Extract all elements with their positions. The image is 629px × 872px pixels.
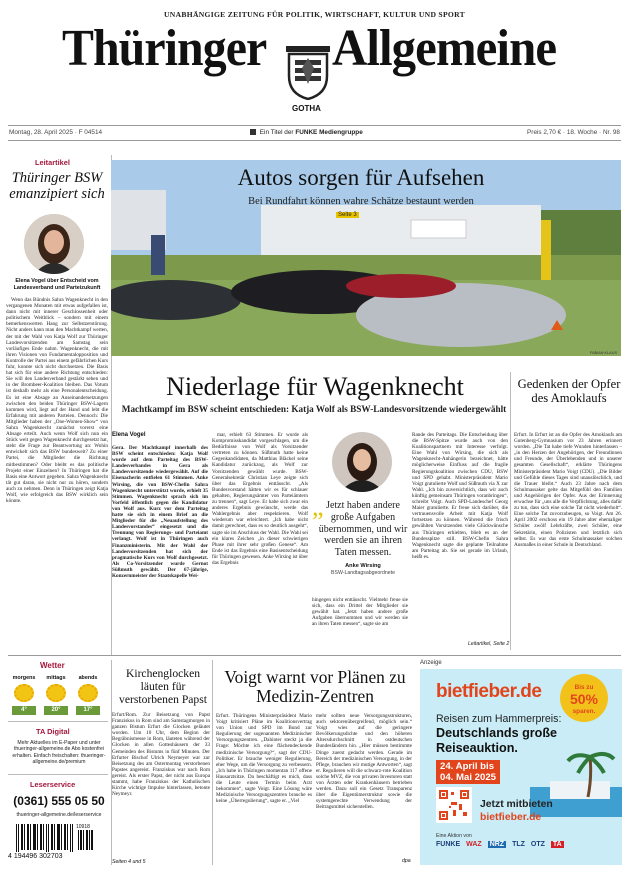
medizin-agency: dpa <box>402 858 411 864</box>
ad-cta2[interactable]: bietfieber.de <box>480 812 542 823</box>
sun-icon <box>14 684 34 702</box>
main-col4-text: Rande des Parteitags. Die Entscheidung über die BSW-Spitze wurde auch von den Koalitionspartnern mit Interesse verfolgt. Eine Wahl von Wirsing, die sich als Wagenknecht-Anhängerin bezeichnet, hätte möglicherweise Einfluss auf die fragile Regierungskoalition zwischen CDU, BSW und SPD gehabt. Ministerpräsident Mario Voigt gratulierte Wolf und Süßmuth via X zur Wahl. „Ich bin zuversichtlich, dass wir auch künftig gemeinsam Thüringen voranbringen“, schreibt Voigt. Auch SPD-Landeschef Georg Maier gratulierte. Er freue sich darüber, die vertrauensvolle Arbeit mit Katja Wolf fortsetzen zu können. Während die frisch gewählten Vorsitzenden viele Glückwünsche aus Thüringen erhielten, blieb es an der Bundesspitze still. BSW-Chefin Sahra Wagenknecht sagte die geplante Teilnahme am Parteitag ab. Sie sei gerade im Urlaub, heißt es. <box>412 432 508 560</box>
main-author: Elena Vogel <box>112 432 146 438</box>
ad-brand: bietfieber.de <box>436 681 542 702</box>
medizin-headline: Voigt warnt vor Plänen zu Medizin-Zentren <box>224 667 406 706</box>
masthead-title-right: Allgemeine <box>332 20 557 77</box>
weather-title: Wetter <box>40 661 65 670</box>
partner-logo-waz: WAZ <box>466 841 482 848</box>
publisher-prefix: Ein Titel der <box>259 129 294 136</box>
ad-badge-pct: 50% <box>569 691 599 707</box>
ad-line3: Reiseauktion. <box>436 741 518 755</box>
hero-subhead: Bei Rundfahrt können wahre Schätze bestaunt werden <box>248 196 474 207</box>
ad-footer-prefix: Eine Aktion von <box>436 833 472 839</box>
weather-temp-evening: 17° <box>76 706 100 715</box>
ad-box[interactable] <box>420 669 622 865</box>
main-col3-tail <box>312 597 408 648</box>
price-line: Preis 2,70 € · 18. Woche · Nr. 98 <box>527 129 620 136</box>
masthead-title-left: Thüringer <box>62 20 267 77</box>
ad-qr-code[interactable] <box>436 787 472 823</box>
main-col4-ref: Leitartikel, Seite 2 <box>468 641 510 647</box>
leserservice-title: Leserservice <box>30 780 76 789</box>
kirchenglocken-ref: Seiten 4 und 5 <box>112 859 146 865</box>
publisher-icon <box>250 129 256 135</box>
ad-dates1: 24. April bis <box>440 761 495 772</box>
ad-badge <box>560 674 608 722</box>
right-divider <box>510 372 511 650</box>
quote-text: Jetzt haben andere große Aufgaben übernommen, und wir werden sie an ihren Taten messen. <box>318 500 408 559</box>
amoklauf-text: Erfurt. In Erfurt ist an die Opfer des Amoklaufs am Gutenberg-Gymnasium vor 23 Jahren erinnert worden. „Die Tat habe tiefe Wunden hinterlassen – „in den Herzen der Angehörigen, der Freundinnen und Freunde, der Überlebenden und in unserer gesamten Gesellschaft“, erklärte Thüringens Ministerpräsident Mario Voigt (CDU). „Die Bilder und Gefühle dieses Tages sind unauslöschlich, und die Trauer bleibt.“ Auch 23 Jahre nach dem Schulmassaker gelte das Mitgefühl den Familien und Angehörigen der Opfer. Aus der Erinnerung erwachse für „uns alle die Verpflichtung, alles dafür zu tun, dass sich eine solche Tat nicht wiederholt“. Eine solche Tat zuvorzubeugen, so Voigt. Am 26. April 2002 erschoss ein 19 Jahre alter ehemaliger Schüler zwölf Lehrkräfte, zwei Schüler, eine Sekretärin, einen Polizisten und letztlich sich selbst. Es war das erste Schulmassaker solchen Ausmaßes in einer Schule in Deutschland. <box>514 432 622 548</box>
main-col1 <box>112 445 208 648</box>
quote-portrait <box>332 432 392 492</box>
main-headline: Niederlage für Wagenknecht <box>166 372 464 401</box>
ad-partners <box>436 841 616 848</box>
kirchenglocken-text: Erfurt/Rom. Zur Beisetzung von Papst Franziskus in Rom sind am Samstagmorgen in ganzen Bistum Erfurt die Glocken geläutet worden. Um 10 Uhr, dem Beginn der Begräbnismesse in Rom, läuteten während der Glocken in allen Gotteshäusern der 33 Gemeinden des Bistums in fünf Minuten. Der Erfurter Bischof Ulrich Neymeyer war zur Beisetzung des am Ostermontag verstorbenen Papstes angereist. Franziskus war nach Rom gereist. Als erster Papst, der nicht aus Europa stammt, habe Franziskus der Katholischen Kirche wichtige Impulse hinterlassen, betonte Neymeyr. <box>112 712 210 798</box>
weather-label-noon: mittags <box>46 675 66 681</box>
partner-logo-ta: TA <box>552 841 562 848</box>
publisher-name: FUNKE Mediengruppe <box>295 129 363 136</box>
barcode-number: 4 194496 302703 <box>8 853 63 860</box>
medizin-col2-text: mehr sollten neue Versorgungsstrukturen, auch sektorenübergreifend, möglich sein.“ Voigt wies auf die geringere Bevölkerungsdichte und den höheren Altersdurchschnitt in ostdeutschen Bundesländern hin. „Hier müssen bestimmte Dinge zuerst gedacht werden. Gerade im Bereich der medizinischen Versorgung, in der Pflege, brauchen wir mutige Antworten“, sagt er. Regulieren will die schwarz-rote Koalition solche MVZ, die von privaten Investoren statt von Ärzten oder Krankenhäusern betrieben werden. Dazu soll ein Gesetz Transparenz über die Eigentümerstruktur sowie die systemgerechte Verwendung der Beitragsmittel sicherstellen. <box>316 713 412 811</box>
kirchenglocken-headline: Kirchenglocken läuten für verstorbenen Papst <box>119 667 207 707</box>
leitartikel-text: Wenn das Bündnis Sahra Wagenknecht in den vergangenen Monaten mit etwas aufgefallen ist, dann nicht mit innerer Geschlossenheit oder politischem Weitblick – sondern mit einem bemerkenswerten Hang zur Selbstzerstörung. Nicht anders kann man den Machtkampf werten, der mit der Wahl von Katja Wolf zur Thüringer Landesvorsitzenden am Samstag sein vorläufiges Ende nahm. Wagenknecht, die mit ihren Visionen von Fundamentalopposition und Kontrolle der Partei aus einem gefährlichen Kurs fuhr, konnte sich nicht durchsetzen. Die Basis hat sich für eine andere Richtung entschieden: Sie will den Landesverband gestärkt sehen und in der Brombeer-Koalition bleiben. Das Votum ist deshalb mehr als eine Personalentscheidung. Es ist eine Absage an Auseinandersetzungen zwischen den beiden Thüringer BSW-Lagern kommen wird, liegt auf der Hand und lebt die Erfahrung mit anderen Parteien. Dennoch: Die Mitglieder haben der „One-Women-Show“ von Sahra Wagenknecht zunächst vorerst eine Absage erteilt. Auch wenn Wolf sich nun ein Stück weit gegen Wagenknecht durchgesetzt hat, steht die Frage zur Beantwortung an: Wohin entwickelt sich das BSW bundesweit? Zu einer Partei, die Mitglieder die Richtung mitbestimmen? Oder bleibt es das politische Projekt einer Einzelnen? In Thüringen hat die Basis eine Antwort gegeben. Sahra Wagenknecht tät gut daran, sie nicht nur zu hören, sondern auch zu nehmen. Denn in Thüringen zeigt Katja Wolf, wie erfolgreich das BSW wirklich sein könnte. <box>6 297 108 505</box>
main-col2 <box>212 432 308 648</box>
amoklauf-body <box>514 432 622 648</box>
ad-dates2: 04. Mai 2025 <box>440 772 497 783</box>
barcode-addon: 10918 <box>76 824 90 830</box>
ad-line2: Deutschlands große <box>436 726 558 740</box>
leitartikel-title: Thüringer BSW emanzipiert sich <box>9 170 105 202</box>
weather-temp-noon: 20° <box>44 706 68 715</box>
weather-label-morning: morgens <box>12 675 36 681</box>
leserservice-url[interactable]: thueringer-allgemeine.de/leserservice <box>16 812 102 818</box>
kirchenglocken-divider <box>212 660 213 865</box>
publisher-line <box>250 129 363 136</box>
partner-logo-otz: OTZ <box>530 841 545 848</box>
leserservice-phone[interactable]: (0361) 555 05 50 <box>13 794 105 808</box>
leitartikel-body <box>6 297 108 655</box>
medizin-col1 <box>216 713 312 863</box>
partner-logo-funke: FUNKE <box>436 841 461 848</box>
weather-temp-morning: 4° <box>12 706 36 715</box>
quote-author: Anke Wirsing <box>345 563 381 569</box>
main-col4 <box>412 432 508 640</box>
ad-label: Anzeige <box>420 660 442 666</box>
masthead-tagline: UNABHÄNGIGE ZEITUNG FÜR POLITIK, WIRTSCHAFT, KULTUR UND SPORT <box>164 10 465 19</box>
edition-label: GOTHA <box>292 104 321 113</box>
sun-icon <box>46 684 66 702</box>
ad-cta1: Jetzt mitbieten <box>480 799 553 810</box>
amoklauf-headline: Gedenken der Opfer des Amoklaufs <box>517 377 621 406</box>
partner-logo-tlz: TLZ <box>512 841 525 848</box>
ta-digital-title: TA Digital <box>36 727 70 736</box>
ad-badge-top: Bis zu <box>574 684 594 691</box>
main-col2-text: mar, erhielt 63 Stimmen. Er wurde als Kompromisskandidat vorgeschlagen, um die Bedürfnisse von Wolf als Vorsitzender vertreten zu können. Süßmuth hatte keine Gegenkandidaten, da Matthias Bläckel seine Kandidatur zurückzog, als Wolf zur Vorsitzenden gewählt wurde. BSW-Generalsekretär Christian Leye zeigte sich über das Ergebnis enttäuscht. „Als Bundesvorstand hätten wir es für schlauer gehalten, Regierungsämter von Parteiämtern zu trennen“, sagt Leye. Er habe sich zwar ein anderes Ergebnis gewünscht, werde das Wahlergebnis aber respektieren. Wolf wiederum war erleichtert. „Ich habe nicht damit gerechnet, dass es so deutlich ausgeht“, sagte sie im Anschluss der Wahl. Die Wahl sei ein klares Zeichen „in dieser schwierigen Phase mit ihrer sehr großen Genese“. Am Ende ist das Ergebnis eine Basisentscheidung für Thüringen gewesen. Anke Wirsing ist über das Ergebnis <box>212 432 308 566</box>
main-col3-text: hingegen nicht enttäuscht. Vielmehr freue sie sich, dass ein Drittel der Mitglieder sie gewählt hat. „Jetzt haben andere große Aufgaben übernommen und wir werden sie an ihren Taten messen“, sagte sie am <box>312 597 408 628</box>
date-line: Montag, 28. April 2025 · F 04514 <box>9 129 103 136</box>
partner-logo-nrz: NRZ <box>489 841 505 848</box>
coat-of-arms-icon <box>286 44 330 100</box>
leitartikel-kicker: Leitartikel <box>35 158 70 167</box>
main-subhead: Machtkampf im BSW scheint entschieden: Katja Wolf als BSW-Landesvorsitzende wiedergewählt <box>121 404 507 414</box>
quote-mark-icon: „ <box>312 492 324 521</box>
leitartikel-caption: Elena Vogel über Entscheid vom Landesverband und Parteizukunft <box>13 278 101 291</box>
hero-photo-credit: FABIAN KLAUS <box>589 351 617 355</box>
sun-icon <box>78 684 98 702</box>
ta-digital-text[interactable]: Mehr Aktuelles im E-Paper und unter thueringer-allgemeine.de Abo kostenfrei erhalten. Einfach freischalten: thueringer-allgemeine.de/premium <box>12 740 106 765</box>
quote-role: BSW-Landtagsabgeordnete <box>331 570 395 576</box>
ad-badge-bottom: sparen. <box>572 708 596 715</box>
main-col1-text: Gera. Der Machtkampf innerhalb des BSW scheint entschieden: Katja Wolf wurde auf dem Parteitag des BSW-Landesverbandes in Gera als Landesvorsitzende wiedergewählt. Auf die Eisenacherin entfielen 61 Stimmen. Anke Wirsing, die von BSW-Chefin Sahra Wagenknecht unterstützt wurde, erhielt 35 Stimmen. Wagenknecht sprach sich im Vorfeld öffentlich gegen die Kandidatur von Wolf aus. Kurz vor dem Parteitag hatte sie sich in einem Brief an die Mitglieder für die „Neuaufstellung des Landesvorstandes“ eingesetzt und die Trennung von Regierungs- und Parteiamt verlangt. Wolf ist in Thüringen auch Finanzministerin. Mit der Wahl der Landesvorsitzenden hat sich der pragmatische Kurs von Wolf durchgesetzt. Als Co-Vorsitzender wurde Gernot Süßmuth gewählt. Der 67-jährige, Konzernmeister der Staatskapelle Wei- <box>112 445 208 579</box>
ad-line1: Reisen zum Hammerpreis: <box>436 713 562 725</box>
weather-label-evening: abends <box>78 675 98 681</box>
kirchenglocken-body <box>112 712 210 860</box>
hero-page-ref: Seite 3 <box>338 212 357 218</box>
medizin-col1-text: Erfurt. Thüringens Ministerpräsident Mario Voigt kritisiert Pläne im Koalitionsvertrag von Union und SPD im Bund zur Regulierung der sogenannten Medizinischer Versorgungszentren. „Dahinter steckt ja die Frage: Möchte ich eine flächendeckende medizinische Versorgung?“, sagt der CDU-Politiker. Er brauche weniger Regulierung, eher Wege, um die Versorgung zu verbessern. „Ich habe in Thüringen momentan 117 offene Hausarztsitze. Da beschäftigt es mich, dass die Leute einen Termin beim Arzt bekommen“, sagte Voigt. Eine Lösung wäre Medizinische Versorgungszentren brauche es keine „Überregulierung“, sagte er. „Viel <box>216 713 312 805</box>
medizin-col2 <box>316 713 412 863</box>
hero-headline: Autos sorgen für Aufsehen <box>237 165 485 190</box>
author-portrait <box>24 214 84 274</box>
ad-dates <box>436 760 500 784</box>
